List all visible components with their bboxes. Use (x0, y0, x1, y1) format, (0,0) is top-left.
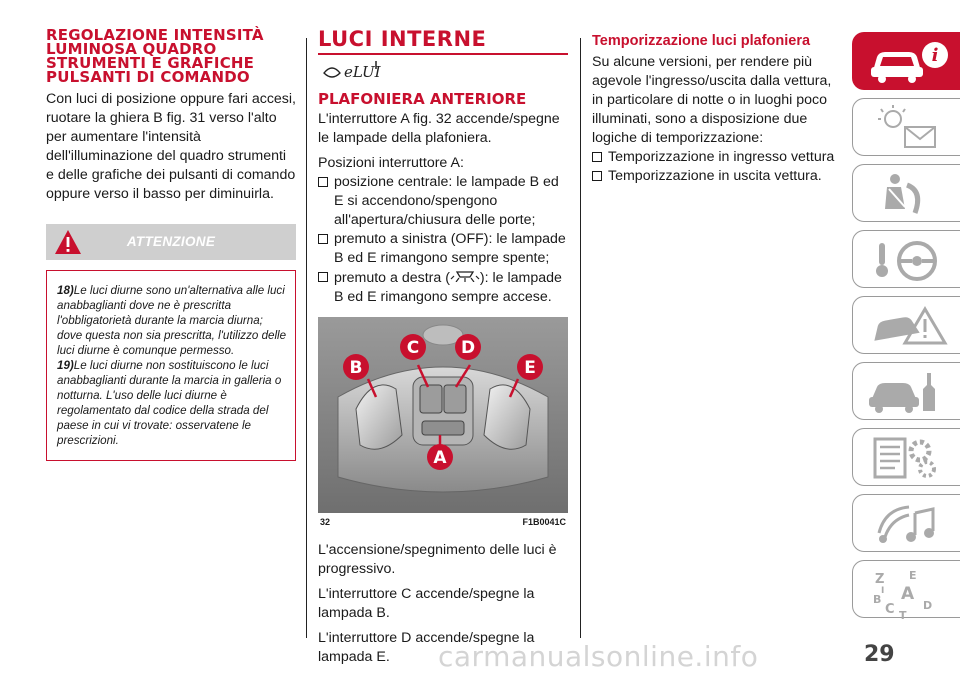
car-info-icon (865, 37, 955, 87)
checkbox-icon (592, 171, 602, 181)
bullet-item (318, 173, 568, 230)
bullet-item (592, 167, 842, 186)
tab-warning-lights[interactable] (852, 98, 960, 156)
watermark: carmanualsonline.info (438, 640, 759, 673)
page-number: 29 (864, 642, 895, 667)
svg-text:A: A (901, 584, 915, 604)
note-19 (57, 358, 289, 448)
note-text: Le luci diurne sono un'alternativa alle luci anabbaglianti dove ne è prescritta l'obbligatorietà durante la marcia diurna; dove questa non sia prescritta, l'utilizzo delle luci diurne è comunque permesso. (57, 284, 287, 357)
figure-label-d: D (460, 337, 476, 358)
tab-maintenance[interactable] (852, 362, 960, 420)
figure-label-e: E (524, 357, 536, 378)
tab-technical-data[interactable] (852, 428, 960, 486)
note-number: 18) (57, 284, 74, 297)
column-1 (46, 28, 296, 461)
svg-text:B: B (873, 593, 882, 606)
bullet-text: premuto a sinistra (OFF): le lampade B ed E rimangono sempre spente; (334, 230, 566, 266)
note-number: 19) (57, 359, 74, 372)
bullet-text: posizione centrale: le lampade B ed E si accendono/spengono all'apertura/chiusura delle porte; (334, 173, 559, 228)
elum-symbol-icon (322, 59, 382, 85)
warning-lights-icon (865, 103, 955, 153)
svg-text:I: I (881, 586, 885, 596)
bullet-item (318, 230, 568, 268)
heading-rule (318, 53, 568, 55)
svg-text:C: C (885, 602, 895, 617)
paragraph: L'accensione/spegnimento delle luci è progressivo. (318, 541, 557, 577)
tab-emergency[interactable] (852, 296, 960, 354)
sub-heading: PLAFONIERA ANTERIORE (318, 89, 527, 108)
tab-driving[interactable] (852, 230, 960, 288)
warning-header (46, 224, 296, 260)
paragraph: Posizioni interruttore A: (318, 154, 464, 171)
column-divider (580, 38, 581, 638)
multimedia-icon (865, 499, 955, 549)
note-text: Le luci diurne non sostituiscono le luci anabbaglianti durante la marcia in galleria o notturna. L'uso delle luci diurne è regolamentato dal codice della strada del paese in cui vi trovate: osservatene le prescrizioni. (57, 359, 282, 447)
chapter-heading: LUCI INTERNE (318, 27, 487, 51)
figure-caption (318, 517, 568, 527)
svg-text:E: E (909, 569, 917, 582)
warning-notes (46, 270, 296, 461)
paragraph: L'interruttore C accende/spegne la lampada B. (318, 585, 535, 621)
emergency-icon (865, 301, 955, 351)
svg-text:T: T (899, 609, 907, 621)
tab-index[interactable] (852, 560, 960, 621)
paragraph: L'interruttore A fig. 32 accende/spegne le lampade della plafoniera. (318, 110, 560, 146)
bullet-text: ): le lampade B ed E rimangono sempre accese. (334, 269, 562, 305)
figure-number: 32 (320, 516, 331, 527)
column-3 (592, 28, 842, 186)
section-paragraph: Con luci di posizione oppure fari accesi, ruotare la ghiera B fig. 31 verso l'alto per aumentare l'intensità dell'illuminazione del quadro strumenti e delle grafiche dei pulsanti di comando oppure verso il basso per diminuirla. (46, 91, 296, 202)
checkbox-icon (318, 177, 328, 187)
figure-label-c: C (406, 337, 420, 358)
section-heading: REGOLAZIONE INTENSITÀ LUMINOSA QUADRO STRUMENTI E GRAFICHE PULSANTI DI COMANDO (46, 26, 264, 86)
checkbox-icon (318, 234, 328, 244)
bullet-text: premuto a destra ( (334, 269, 450, 286)
warning-title: ATTENZIONE (126, 234, 216, 249)
svg-text:Z: Z (875, 572, 885, 587)
figure-code: F1B0041C (522, 516, 566, 527)
figure-label-b: B (349, 357, 363, 378)
section-heading: Temporizzazione luci plafoniera (592, 33, 811, 49)
svg-text:i: i (931, 45, 939, 66)
index-icon (865, 565, 955, 621)
ceiling-light-photo (318, 317, 568, 513)
column-2 (318, 28, 568, 667)
tab-safety[interactable] (852, 164, 960, 222)
bullet-item (592, 148, 842, 167)
tab-multimedia[interactable] (852, 494, 960, 552)
driving-icon (865, 235, 955, 285)
checkbox-icon (318, 272, 328, 282)
paragraph: L'interruttore D accende/spegne la lampada E. (318, 629, 535, 665)
svg-text:eLUI: eLUI (344, 62, 381, 81)
figure-label-a: A (433, 447, 447, 468)
svg-text:D: D (923, 599, 933, 612)
tab-car-info[interactable] (852, 32, 960, 90)
column-divider (306, 38, 307, 638)
figure-32 (318, 317, 568, 513)
bullet-text: Temporizzazione in ingresso vettura (608, 149, 835, 165)
technical-data-icon (865, 433, 955, 483)
courtesy-light-icon (450, 268, 480, 282)
paragraph: Su alcune versioni, per rendere più agevole l'ingresso/uscita dalla vettura, in particolare di notte o in luoghi poco illuminati, sono a disposizione due logiche di temporizzazione: (592, 54, 832, 146)
maintenance-icon (865, 367, 955, 417)
bullet-text: Temporizzazione in uscita vettura. (608, 168, 822, 184)
note-18 (57, 283, 289, 358)
safety-icon (865, 169, 955, 219)
checkbox-icon (592, 152, 602, 162)
bullet-item (318, 268, 568, 307)
